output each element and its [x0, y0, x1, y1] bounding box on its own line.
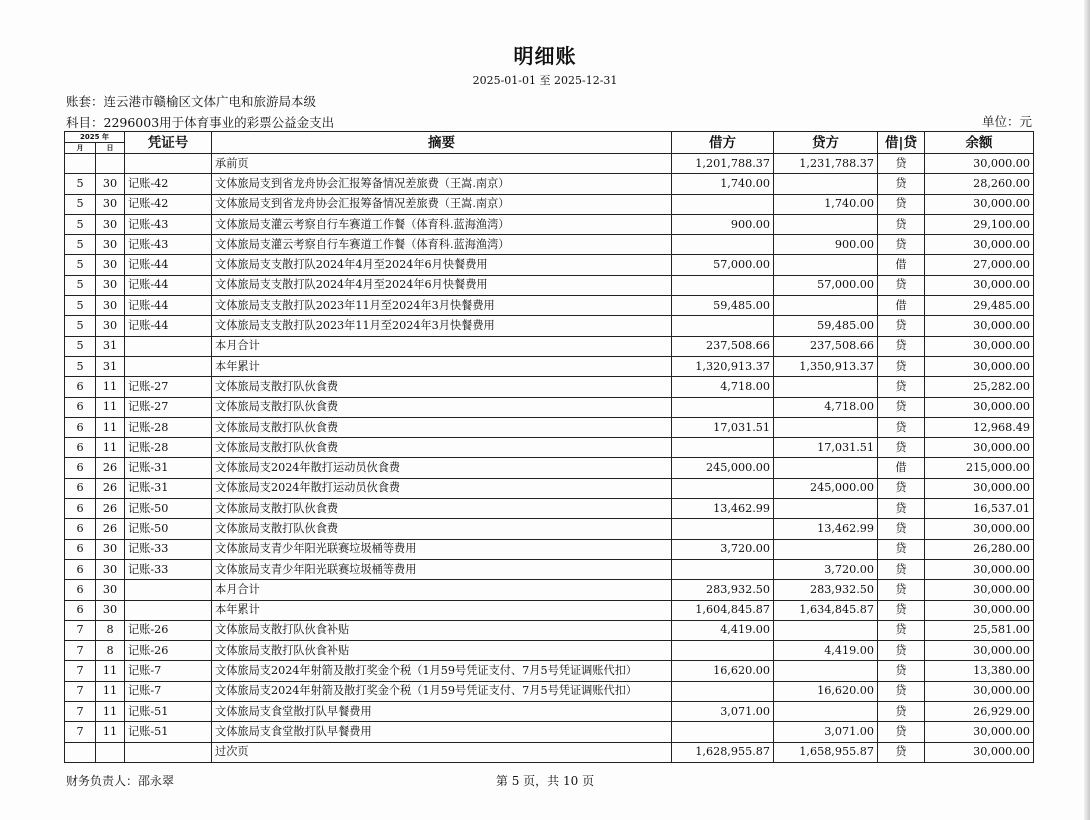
cell-debit: 16,620.00 [672, 661, 774, 681]
cell-summary: 文体旅局支散打队伙食费 [212, 499, 672, 519]
page-number: 第 5 页，共 10 页 [495, 774, 595, 788]
table-row [65, 539, 1034, 559]
cell-credit [774, 296, 878, 316]
cell-day: 11 [96, 377, 125, 397]
cell-voucher: 记账-26 [125, 641, 212, 661]
cell-balance: 13,380.00 [925, 661, 1034, 681]
cell-month: 6 [65, 458, 96, 478]
cell-direction: 贷 [878, 681, 925, 701]
cell-direction: 贷 [878, 702, 925, 722]
cell-balance: 30,000.00 [925, 336, 1034, 356]
cell-balance: 30,000.00 [925, 600, 1034, 620]
cell-credit: 4,718.00 [774, 397, 878, 417]
cell-summary: 本年累计 [212, 600, 672, 620]
cell-voucher: 记账-42 [125, 194, 212, 214]
cell-balance: 27,000.00 [925, 255, 1034, 275]
cell-day: 30 [96, 214, 125, 234]
cell-direction: 贷 [878, 316, 925, 336]
cell-voucher: 记账-44 [125, 316, 212, 336]
cell-credit: 17,031.51 [774, 438, 878, 458]
cell-balance: 12,968.49 [925, 417, 1034, 437]
cell-direction: 贷 [878, 580, 925, 600]
cell-voucher: 记账-28 [125, 417, 212, 437]
cell-debit [672, 478, 774, 498]
cell-day: 30 [96, 235, 125, 255]
cell-month: 6 [65, 377, 96, 397]
table-row [65, 478, 1034, 498]
cell-credit: 16,620.00 [774, 681, 878, 701]
table-row [65, 742, 1034, 762]
cell-credit: 1,634,845.87 [774, 600, 878, 620]
cell-balance: 30,000.00 [925, 397, 1034, 417]
cell-debit [672, 559, 774, 579]
cell-month: 5 [65, 214, 96, 234]
cell-credit [774, 174, 878, 194]
ledger-table [64, 131, 1034, 763]
cell-direction: 贷 [878, 742, 925, 762]
cell-day: 11 [96, 702, 125, 722]
cell-month: 5 [65, 356, 96, 376]
cell-summary: 本月合计 [212, 580, 672, 600]
cell-summary: 本月合计 [212, 336, 672, 356]
cell-day: 31 [96, 356, 125, 376]
table-row [65, 600, 1034, 620]
cell-debit [672, 681, 774, 701]
table-row [65, 235, 1034, 255]
cell-direction: 贷 [878, 235, 925, 255]
cell-direction: 贷 [878, 661, 925, 681]
table-row [65, 275, 1034, 295]
cell-summary: 承前页 [212, 154, 672, 174]
cell-month: 6 [65, 519, 96, 539]
cell-month: 6 [65, 438, 96, 458]
cell-month: 5 [65, 296, 96, 316]
cell-month: 5 [65, 194, 96, 214]
cell-direction: 贷 [878, 417, 925, 437]
cell-month [65, 742, 96, 762]
cell-credit [774, 539, 878, 559]
cell-voucher [125, 356, 212, 376]
header-voucher: 凭证号 [125, 132, 212, 154]
cell-summary: 文体旅局支支散打队2024年4月至2024年6月快餐费用 [212, 275, 672, 295]
table-row [65, 417, 1034, 437]
cell-debit [672, 438, 774, 458]
cell-direction: 贷 [878, 539, 925, 559]
cell-balance: 30,000.00 [925, 356, 1034, 376]
cell-summary: 文体旅局支灌云考察自行车赛道工作餐（体育科.蓝海渔湾） [212, 214, 672, 234]
cell-summary: 文体旅局支支散打队2024年4月至2024年6月快餐费用 [212, 255, 672, 275]
cell-day: 30 [96, 559, 125, 579]
table-row [65, 397, 1034, 417]
cell-day: 31 [96, 336, 125, 356]
cell-credit [774, 458, 878, 478]
cell-balance: 28,260.00 [925, 174, 1034, 194]
scan-edge [1084, 0, 1090, 820]
cell-day: 26 [96, 478, 125, 498]
cell-voucher: 记账-51 [125, 702, 212, 722]
cell-voucher: 记账-44 [125, 296, 212, 316]
table-row [65, 438, 1034, 458]
cell-month: 7 [65, 722, 96, 742]
cell-summary: 文体旅局支青少年阳光联赛垃圾桶等费用 [212, 559, 672, 579]
cell-day: 26 [96, 499, 125, 519]
cell-debit: 57,000.00 [672, 255, 774, 275]
cell-direction: 贷 [878, 499, 925, 519]
cell-credit: 1,231,788.37 [774, 154, 878, 174]
cell-direction: 贷 [878, 397, 925, 417]
cell-day: 30 [96, 275, 125, 295]
cell-summary: 过次页 [212, 742, 672, 762]
cell-debit: 4,718.00 [672, 377, 774, 397]
cell-day: 11 [96, 417, 125, 437]
cell-day [96, 154, 125, 174]
cell-debit: 283,932.50 [672, 580, 774, 600]
cell-debit: 17,031.51 [672, 417, 774, 437]
cell-balance: 30,000.00 [925, 438, 1034, 458]
ledger-body [65, 154, 1034, 763]
account-set: 账套：连云港市赣榆区文体广电和旅游局本级 [66, 94, 317, 109]
cell-voucher [125, 336, 212, 356]
cell-voucher [125, 580, 212, 600]
cell-debit [672, 275, 774, 295]
table-row [65, 681, 1034, 701]
cell-day: 30 [96, 255, 125, 275]
table-row [65, 722, 1034, 742]
cell-balance: 30,000.00 [925, 235, 1034, 255]
cell-day: 11 [96, 681, 125, 701]
header-year: 2025 年 [65, 132, 125, 143]
cell-credit: 283,932.50 [774, 580, 878, 600]
cell-debit: 59,485.00 [672, 296, 774, 316]
cell-credit [774, 255, 878, 275]
cell-day: 30 [96, 194, 125, 214]
cell-voucher: 记账-31 [125, 458, 212, 478]
cell-summary: 文体旅局支2024年散打运动员伙食费 [212, 458, 672, 478]
cell-month: 6 [65, 559, 96, 579]
cell-balance: 16,537.01 [925, 499, 1034, 519]
cell-voucher: 记账-7 [125, 661, 212, 681]
cell-debit: 1,320,913.37 [672, 356, 774, 376]
cell-voucher [125, 600, 212, 620]
table-row [65, 580, 1034, 600]
cell-credit [774, 661, 878, 681]
cell-voucher: 记账-43 [125, 214, 212, 234]
cell-voucher [125, 742, 212, 762]
cell-balance: 26,929.00 [925, 702, 1034, 722]
cell-direction: 贷 [878, 600, 925, 620]
cell-summary: 文体旅局支散打队伙食费 [212, 438, 672, 458]
cell-credit: 3,071.00 [774, 722, 878, 742]
table-row [65, 316, 1034, 336]
cell-direction: 借 [878, 458, 925, 478]
cell-debit: 1,628,955.87 [672, 742, 774, 762]
table-row [65, 559, 1034, 579]
cell-direction: 贷 [878, 356, 925, 376]
cell-day: 30 [96, 539, 125, 559]
cell-summary: 文体旅局支支散打队2023年11月至2024年3月快餐费用 [212, 296, 672, 316]
cell-direction: 贷 [878, 174, 925, 194]
cell-credit: 13,462.99 [774, 519, 878, 539]
cell-summary: 文体旅局支食堂散打队早餐费用 [212, 722, 672, 742]
cell-voucher: 记账-50 [125, 519, 212, 539]
cell-summary: 文体旅局支2024年散打运动员伙食费 [212, 478, 672, 498]
cell-voucher: 记账-50 [125, 499, 212, 519]
cell-direction: 贷 [878, 336, 925, 356]
cell-balance: 30,000.00 [925, 275, 1034, 295]
cell-credit: 59,485.00 [774, 316, 878, 336]
cell-month: 5 [65, 235, 96, 255]
cell-balance: 30,000.00 [925, 559, 1034, 579]
cell-debit: 1,604,845.87 [672, 600, 774, 620]
cell-summary: 文体旅局支灌云考察自行车赛道工作餐（体育科.蓝海渔湾） [212, 235, 672, 255]
cell-debit [672, 397, 774, 417]
cell-month: 5 [65, 316, 96, 336]
cell-summary: 文体旅局支青少年阳光联赛垃圾桶等费用 [212, 539, 672, 559]
cell-month: 7 [65, 681, 96, 701]
cell-balance: 30,000.00 [925, 194, 1034, 214]
cell-direction: 贷 [878, 559, 925, 579]
table-row [65, 499, 1034, 519]
cell-direction: 贷 [878, 641, 925, 661]
cell-debit: 4,419.00 [672, 620, 774, 640]
cell-day: 26 [96, 458, 125, 478]
cell-voucher: 记账-33 [125, 559, 212, 579]
cell-summary: 文体旅局支2024年射箭及散打奖金个税（1月59号凭证支付、7月5号凭证调账代扣） [212, 661, 672, 681]
header-direction: 借|贷 [878, 132, 925, 154]
table-row [65, 214, 1034, 234]
table-row [65, 356, 1034, 376]
cell-voucher [125, 154, 212, 174]
cell-balance: 30,000.00 [925, 580, 1034, 600]
cell-day: 11 [96, 397, 125, 417]
finance-supervisor: 财务负责人：邵永翠 [66, 774, 175, 788]
cell-balance: 25,581.00 [925, 620, 1034, 640]
cell-debit: 900.00 [672, 214, 774, 234]
cell-credit: 1,740.00 [774, 194, 878, 214]
cell-direction: 贷 [878, 154, 925, 174]
table-row [65, 154, 1034, 174]
cell-month: 5 [65, 275, 96, 295]
cell-credit: 237,508.66 [774, 336, 878, 356]
account-subject: 科目：2296003用于体育事业的彩票公益金支出 [66, 115, 335, 130]
cell-credit: 1,350,913.37 [774, 356, 878, 376]
cell-balance: 30,000.00 [925, 519, 1034, 539]
cell-voucher: 记账-28 [125, 438, 212, 458]
cell-summary: 文体旅局支食堂散打队早餐费用 [212, 702, 672, 722]
cell-debit [672, 519, 774, 539]
cell-credit: 3,720.00 [774, 559, 878, 579]
cell-day: 30 [96, 316, 125, 336]
cell-direction: 贷 [878, 478, 925, 498]
cell-month: 5 [65, 255, 96, 275]
cell-day: 11 [96, 722, 125, 742]
cell-debit: 3,071.00 [672, 702, 774, 722]
cell-direction: 贷 [878, 620, 925, 640]
cell-debit [672, 641, 774, 661]
cell-credit: 1,658,955.87 [774, 742, 878, 762]
cell-balance: 215,000.00 [925, 458, 1034, 478]
table-row [65, 702, 1034, 722]
cell-balance: 30,000.00 [925, 742, 1034, 762]
cell-day: 8 [96, 620, 125, 640]
cell-credit [774, 499, 878, 519]
table-row [65, 641, 1034, 661]
table-row [65, 661, 1034, 681]
table-row [65, 458, 1034, 478]
cell-month: 6 [65, 580, 96, 600]
currency-unit: 单位：元 [981, 114, 1032, 129]
cell-direction: 贷 [878, 214, 925, 234]
header-summary: 摘要 [212, 132, 672, 154]
cell-voucher: 记账-43 [125, 235, 212, 255]
cell-month [65, 154, 96, 174]
cell-debit [672, 194, 774, 214]
header-day: 日 [96, 143, 125, 154]
cell-voucher: 记账-44 [125, 275, 212, 295]
cell-month: 6 [65, 499, 96, 519]
cell-direction: 贷 [878, 275, 925, 295]
cell-balance: 30,000.00 [925, 478, 1034, 498]
cell-month: 5 [65, 174, 96, 194]
cell-month: 6 [65, 478, 96, 498]
cell-balance: 30,000.00 [925, 641, 1034, 661]
cell-day: 8 [96, 641, 125, 661]
cell-balance: 26,280.00 [925, 539, 1034, 559]
cell-direction: 贷 [878, 194, 925, 214]
cell-voucher: 记账-42 [125, 174, 212, 194]
cell-credit: 245,000.00 [774, 478, 878, 498]
cell-balance: 25,282.00 [925, 377, 1034, 397]
cell-credit: 900.00 [774, 235, 878, 255]
cell-debit: 13,462.99 [672, 499, 774, 519]
cell-month: 6 [65, 417, 96, 437]
period-range: 2025-01-01 至 2025-12-31 [472, 74, 618, 87]
cell-summary: 文体旅局支支散打队2023年11月至2024年3月快餐费用 [212, 316, 672, 336]
cell-balance: 30,000.00 [925, 154, 1034, 174]
cell-direction: 贷 [878, 519, 925, 539]
cell-direction: 借 [878, 255, 925, 275]
cell-day: 11 [96, 438, 125, 458]
cell-debit: 3,720.00 [672, 539, 774, 559]
cell-debit [672, 722, 774, 742]
cell-summary: 文体旅局支散打队伙食费 [212, 377, 672, 397]
cell-month: 6 [65, 600, 96, 620]
cell-day: 30 [96, 580, 125, 600]
cell-voucher: 记账-33 [125, 539, 212, 559]
cell-day: 30 [96, 296, 125, 316]
cell-summary: 文体旅局支散打队伙食补贴 [212, 641, 672, 661]
cell-month: 6 [65, 397, 96, 417]
cell-credit [774, 620, 878, 640]
cell-credit [774, 417, 878, 437]
cell-credit: 57,000.00 [774, 275, 878, 295]
cell-voucher: 记账-26 [125, 620, 212, 640]
table-row [65, 377, 1034, 397]
cell-day: 26 [96, 519, 125, 539]
table-row [65, 194, 1034, 214]
cell-balance: 29,100.00 [925, 214, 1034, 234]
header-credit: 贷方 [774, 132, 878, 154]
cell-summary: 文体旅局支散打队伙食费 [212, 397, 672, 417]
cell-summary: 文体旅局支散打队伙食费 [212, 519, 672, 539]
cell-voucher: 记账-44 [125, 255, 212, 275]
cell-summary: 文体旅局支到省龙舟协会汇报筹备情况差旅费（王嵩.南京） [212, 174, 672, 194]
cell-day [96, 742, 125, 762]
table-row [65, 296, 1034, 316]
table-row [65, 519, 1034, 539]
cell-day: 30 [96, 600, 125, 620]
cell-month: 6 [65, 539, 96, 559]
cell-summary: 文体旅局支到省龙舟协会汇报筹备情况差旅费（王嵩.南京） [212, 194, 672, 214]
cell-debit: 237,508.66 [672, 336, 774, 356]
header-month: 月 [65, 143, 96, 154]
cell-debit: 245,000.00 [672, 458, 774, 478]
cell-balance: 30,000.00 [925, 316, 1034, 336]
cell-voucher: 记账-31 [125, 478, 212, 498]
cell-debit: 1,740.00 [672, 174, 774, 194]
cell-summary: 文体旅局支散打队伙食补贴 [212, 620, 672, 640]
cell-month: 7 [65, 620, 96, 640]
header-debit: 借方 [672, 132, 774, 154]
table-row [65, 174, 1034, 194]
cell-voucher: 记账-27 [125, 397, 212, 417]
cell-direction: 贷 [878, 377, 925, 397]
cell-debit [672, 235, 774, 255]
cell-balance: 30,000.00 [925, 681, 1034, 701]
cell-balance: 30,000.00 [925, 722, 1034, 742]
cell-direction: 借 [878, 296, 925, 316]
cell-day: 11 [96, 661, 125, 681]
cell-debit [672, 316, 774, 336]
cell-debit: 1,201,788.37 [672, 154, 774, 174]
cell-credit: 4,419.00 [774, 641, 878, 661]
cell-direction: 贷 [878, 722, 925, 742]
cell-voucher: 记账-51 [125, 722, 212, 742]
cell-balance: 29,485.00 [925, 296, 1034, 316]
cell-summary: 文体旅局支散打队伙食费 [212, 417, 672, 437]
table-row [65, 255, 1034, 275]
cell-month: 7 [65, 661, 96, 681]
cell-summary: 本年累计 [212, 356, 672, 376]
cell-direction: 贷 [878, 438, 925, 458]
header-balance: 余额 [925, 132, 1034, 154]
cell-month: 7 [65, 641, 96, 661]
cell-day: 30 [96, 174, 125, 194]
page-title: 明细账 [513, 44, 577, 68]
table-row [65, 620, 1034, 640]
cell-voucher: 记账-7 [125, 681, 212, 701]
cell-month: 7 [65, 702, 96, 722]
cell-credit [774, 702, 878, 722]
cell-credit [774, 214, 878, 234]
cell-credit [774, 377, 878, 397]
table-row [65, 336, 1034, 356]
cell-summary: 文体旅局支2024年射箭及散打奖金个税（1月59号凭证支付、7月5号凭证调账代扣） [212, 681, 672, 701]
cell-voucher: 记账-27 [125, 377, 212, 397]
cell-month: 5 [65, 336, 96, 356]
